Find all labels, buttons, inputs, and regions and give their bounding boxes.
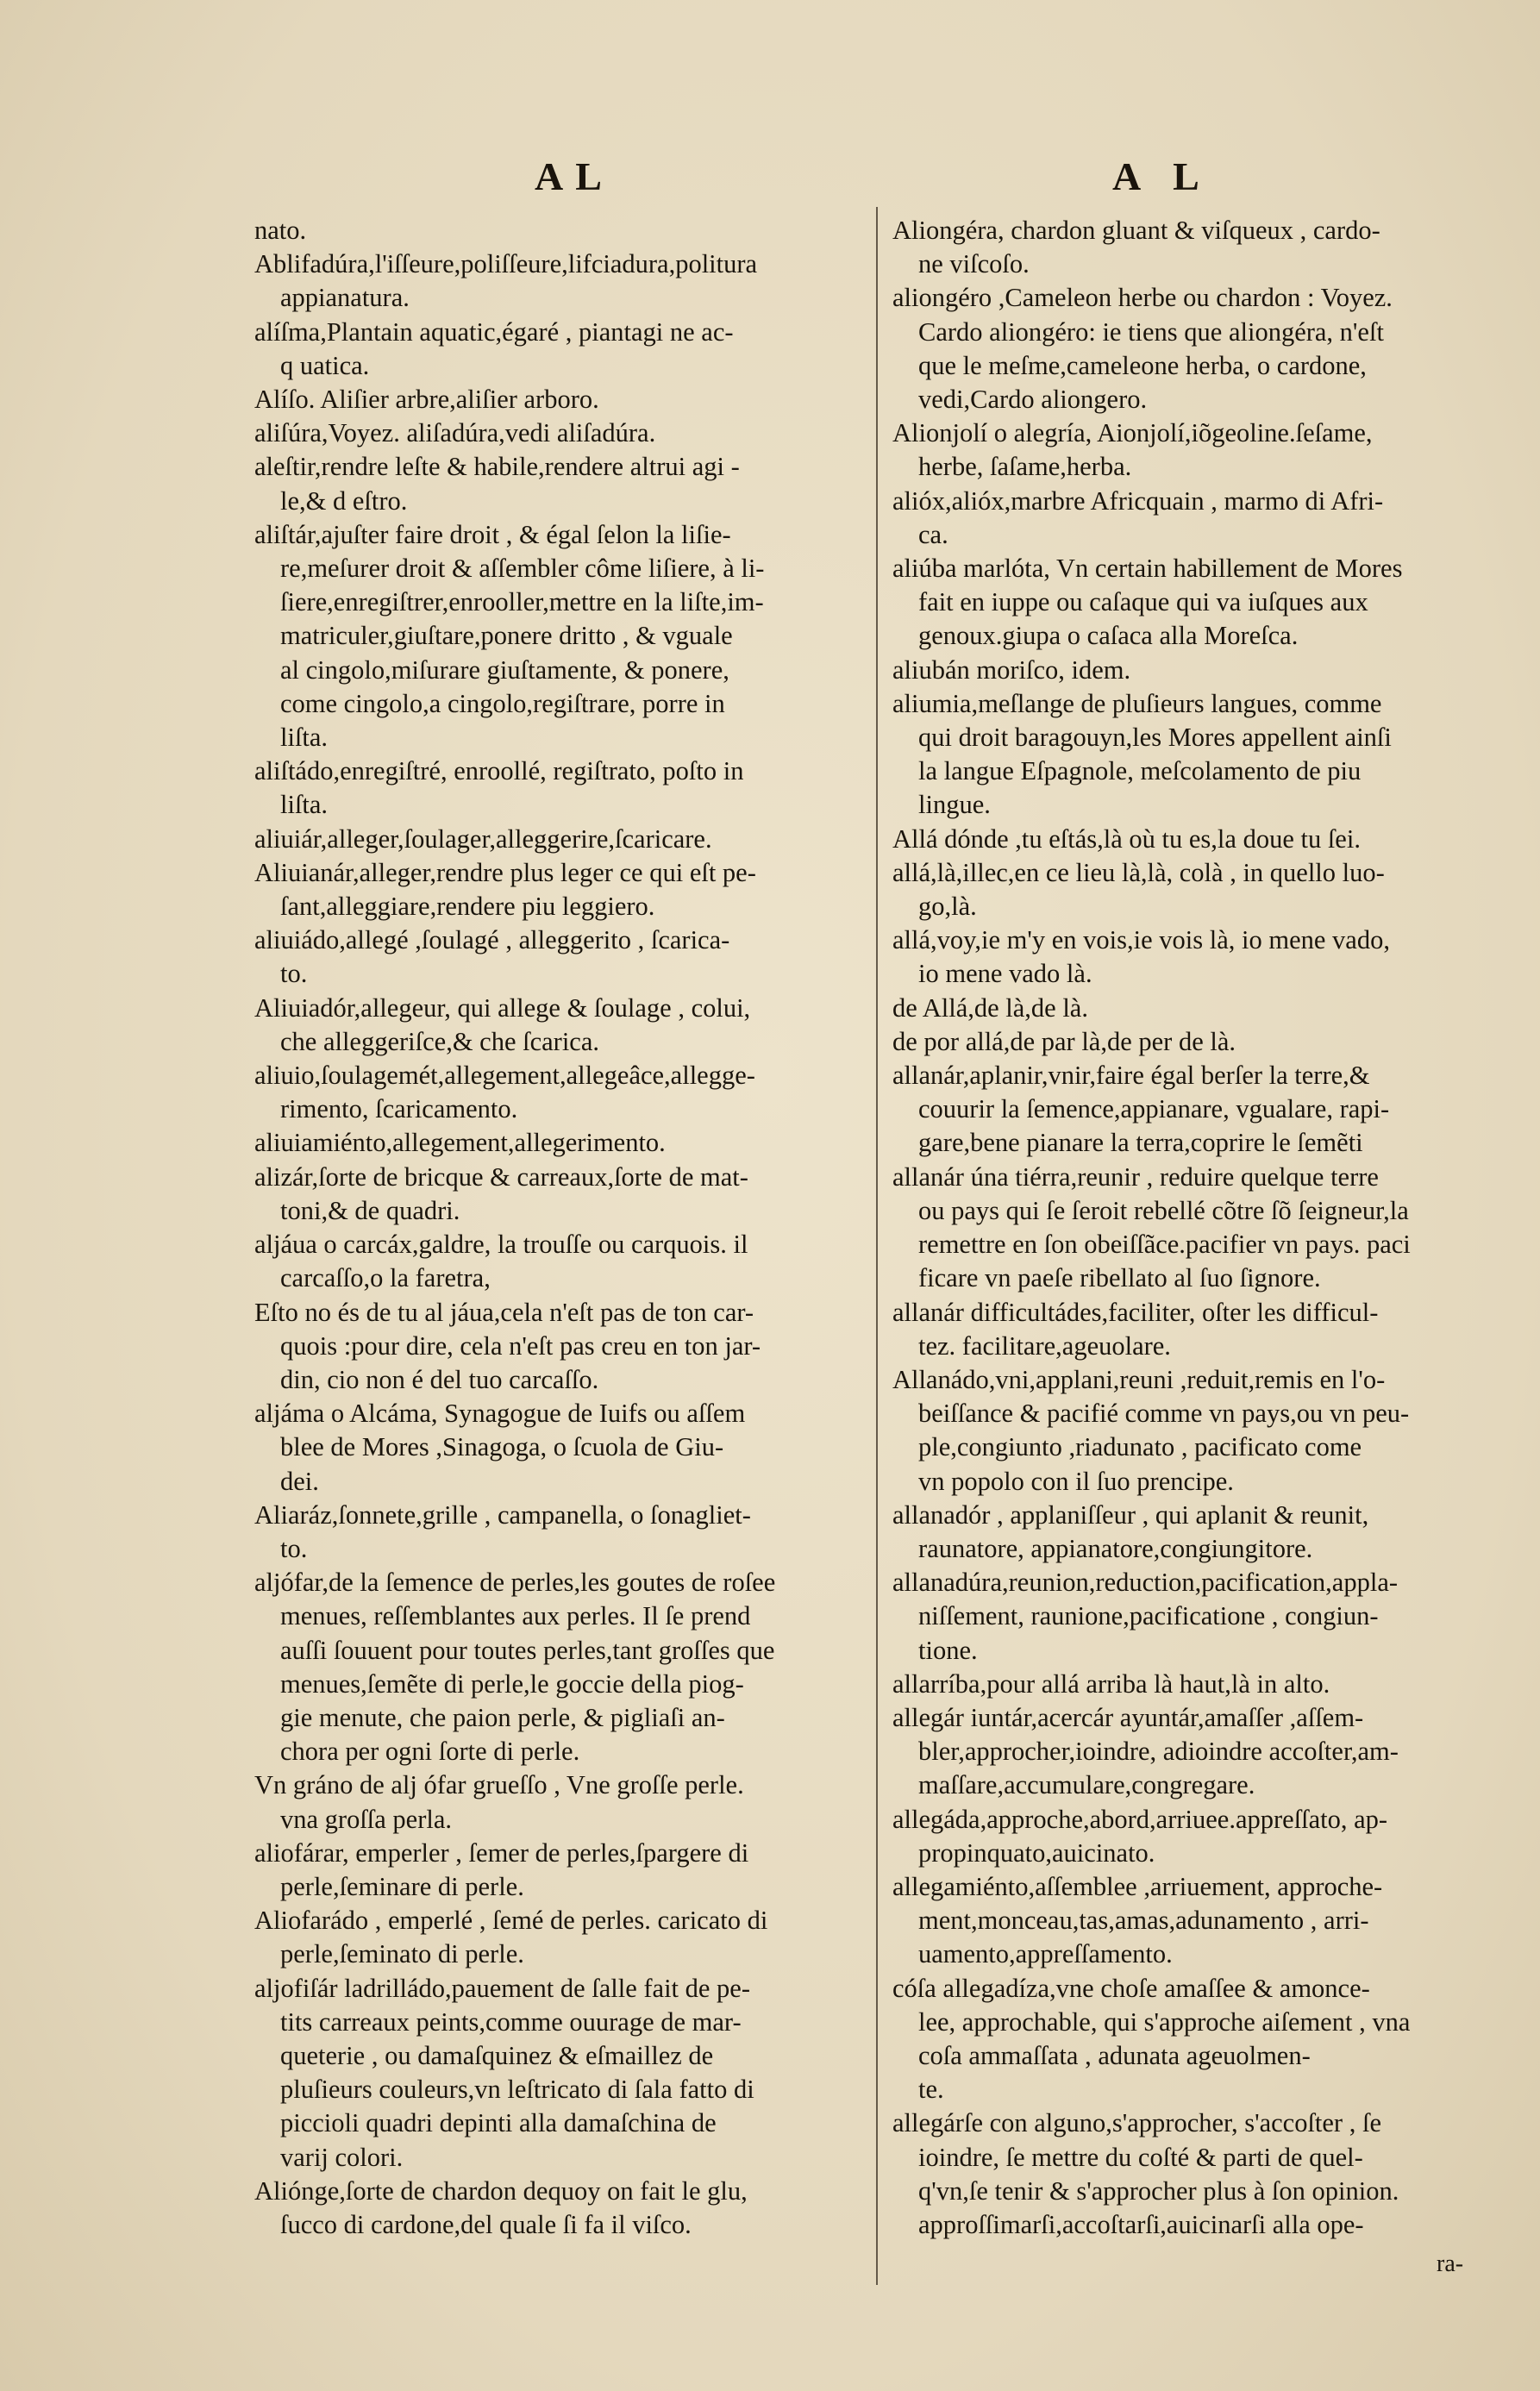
- entry-line: Alionjolí o alegría, Aionjolí,iõgeoline.ſeſame,: [892, 418, 1373, 448]
- entry-line: remettre en ſon obeiſſãce.pacifier vn pays. paci: [918, 1230, 1411, 1260]
- entry-line: matriculer,giuſtare,ponere dritto , & vguale: [280, 621, 733, 651]
- entry-line: uamento,appreſſamento.: [918, 1939, 1173, 1969]
- entry-line: Aliongéra, chardon gluant & viſqueux , cardo-: [892, 216, 1380, 245]
- entry-line: tione.: [918, 1635, 978, 1665]
- entry-line: io mene vado là.: [918, 959, 1092, 989]
- entry-line: aljáma o Alcáma, Synagogue de Iuifs ou aſſem: [254, 1399, 746, 1429]
- right-column: [892, 214, 1518, 2242]
- entry-line: aljofiſár ladrilládo,pauement de ſalle fait de pe-: [254, 1973, 751, 2003]
- dictionary-entry: [892, 1972, 1518, 2107]
- dictionary-entry: [254, 1397, 865, 1499]
- entry-line: le,& d eſtro.: [280, 485, 408, 516]
- entry-line: alíſma,Plantain aquatic,égaré , piantagi ne ac-: [254, 316, 734, 347]
- dictionary-entry: [892, 1296, 1518, 1363]
- entry-line: auſſi ſouuent pour toutes perles,tant groſſes que: [280, 1635, 775, 1665]
- entry-line: dei.: [280, 1466, 319, 1496]
- entry-line: ſucco di cardone,del quale ſi fa il viſco.: [280, 2209, 692, 2239]
- dictionary-entry: [892, 687, 1518, 823]
- entry-line: aliſúra,Voyez. aliſadúra,vedi aliſadúra.: [254, 418, 656, 448]
- entry-line: chora per ogni ſorte di perle.: [280, 1737, 580, 1767]
- entry-line: bler,approcher,ioindre, adioindre accoſter,am-: [918, 1737, 1399, 1767]
- entry-line: aliuiamiénto,allegement,allegerimento.: [254, 1128, 666, 1158]
- dictionary-entry: [254, 1126, 865, 1160]
- dictionary-entry: [254, 518, 865, 754]
- dictionary-entry: [892, 1499, 1518, 1566]
- entry-line: allanadúra,reunion,reduction,pacification,appla-: [892, 1568, 1399, 1598]
- entry-line: piccioli quadri depinti alla damaſchina de: [280, 2108, 717, 2138]
- entry-line: Allá dónde ,tu eſtás,là où tu es,la doue tu ſei.: [892, 823, 1361, 854]
- dictionary-entry: [254, 1837, 865, 1904]
- dictionary-entry: [254, 1499, 865, 1566]
- entry-line: raunatore, appianatore,congiungitore.: [918, 1533, 1313, 1563]
- entry-line: te.: [918, 2075, 944, 2105]
- entry-line: menues, reſſemblantes aux perles. Il ſe prend: [280, 1601, 751, 1631]
- entry-line: re,meſurer droit & aſſembler côme liſiere, à li-: [280, 554, 765, 584]
- entry-line: to.: [280, 1533, 308, 1563]
- dictionary-entry: [892, 654, 1518, 687]
- entry-line: de por allá,de par là,de per de là.: [892, 1026, 1236, 1056]
- entry-line: ficare vn paeſe ribellato al ſuo ſignore.: [918, 1263, 1321, 1293]
- entry-line: aliſtádo,enregiſtré, enroollé, regiſtrato, poſto in: [254, 756, 744, 786]
- entry-line: nato.: [254, 216, 307, 245]
- entry-line: to.: [280, 959, 308, 989]
- entry-line: q'vn,ſe tenir & s'approcher plus à ſon opinion.: [918, 2175, 1399, 2206]
- entry-line: aliumia,meſlange de pluſieurs langues, comme: [892, 688, 1382, 718]
- entry-line: alizár,ſorte de bricque & carreaux,ſorte de mat-: [254, 1161, 748, 1192]
- entry-line: allanadór , applaniſſeur , qui aplanit & reunit,: [892, 1499, 1369, 1530]
- dictionary-entry: [254, 416, 865, 450]
- entry-line: allegamiénto,aſſemblee ,arriuement, approche-: [892, 1871, 1383, 1901]
- entry-line: Vn gráno de alj ófar grueſſo , Vne groſſe perle.: [254, 1770, 744, 1800]
- entry-line: Allanádo,vni,applani,reuni ,reduit,remis en l'o-: [892, 1364, 1386, 1394]
- entry-line: tez. facilitare,ageuolare.: [918, 1330, 1171, 1361]
- entry-line: queterie , ou damaſquinez & eſmaillez de: [280, 2040, 714, 2070]
- entry-line: ca.: [918, 519, 948, 549]
- entry-line: allanár úna tiérra,reunir , reduire quelque terre: [892, 1161, 1379, 1192]
- catchword: ra-: [1437, 2250, 1464, 2277]
- entry-line: maſſare,accumulare,congregare.: [918, 1770, 1255, 1800]
- entry-line: ou pays qui ſe ſeroit rebellé cõtre ſõ ſeigneur,la: [918, 1195, 1409, 1225]
- entry-line: go,là.: [918, 892, 977, 922]
- entry-line: aljáua o carcáx,galdre, la trouſſe ou carquois. il: [254, 1230, 748, 1260]
- dictionary-entry: [892, 1870, 1518, 1972]
- entry-line: menues,ſemẽte di perle,le goccie della piog-: [280, 1668, 744, 1699]
- entry-line: gare,bene pianare la terra,coprire le ſemẽti: [918, 1128, 1363, 1158]
- entry-line: aliofárar, emperler , ſemer de perles,ſpargere di: [254, 1837, 749, 1868]
- entry-line: varij colori.: [280, 2142, 404, 2172]
- entry-line: la langue Eſpagnole, meſcolamento de piu: [918, 756, 1362, 786]
- entry-line: Aliuiadór,allegeur, qui allege & ſoulage , colui,: [254, 992, 751, 1023]
- dictionary-entry: [892, 1025, 1518, 1059]
- entry-line: vn popolo con il ſuo prencipe.: [918, 1466, 1234, 1496]
- dictionary-entry: [254, 1566, 865, 1768]
- dictionary-entry: [254, 1228, 865, 1295]
- dictionary-entry: [254, 1296, 865, 1398]
- entry-line: Cardo aliongéro: ie tiens que aliongéra, n'eſt: [918, 316, 1384, 347]
- entry-line: aljófar,de la ſemence de perles,les goutes de roſee: [254, 1568, 776, 1598]
- entry-line: ſiere,enregiſtrer,enrooller,mettre en la liſte,im-: [280, 587, 764, 617]
- dictionary-entry: [254, 856, 865, 923]
- entry-line: ſant,alleggiare,rendere piu leggiero.: [280, 892, 655, 922]
- dictionary-entry: [254, 214, 865, 247]
- entry-line: aleſtir,rendre leſte & habile,rendere altrui agi -: [254, 452, 740, 482]
- column-divider: [876, 207, 878, 2285]
- dictionary-entry: [254, 1972, 865, 2175]
- entry-line: allanár difficultádes,faciliter, oſter les difficul-: [892, 1297, 1379, 1327]
- entry-line: liſta.: [280, 790, 329, 820]
- entry-line: carcaſſo,o la faretra,: [280, 1263, 491, 1293]
- entry-line: liſta.: [280, 723, 329, 753]
- entry-line: cóſa allegadíza,vne choſe amaſſee & amonce-: [892, 1973, 1370, 2003]
- entry-line: lingue.: [918, 790, 991, 820]
- entry-line: Alíſo. Aliſier arbre,aliſier arboro.: [254, 385, 599, 415]
- entry-line: Ablifadúra,l'iſſeure,poliſſeure,lifciadura,politura: [254, 249, 758, 279]
- dictionary-entry: [892, 1668, 1518, 1701]
- entry-line: niſſement, raunione,pacificatione , congiun-: [918, 1601, 1379, 1631]
- entry-line: genoux.giupa o caſaca alla Moreſca.: [918, 621, 1299, 651]
- entry-line: de Allá,de là,de là.: [892, 992, 1088, 1023]
- dictionary-entry: [254, 1059, 865, 1126]
- entry-line: vedi,Cardo aliongero.: [918, 385, 1148, 415]
- entry-line: aliuiádo,allegé ,ſoulagé , alleggerito , ſcarica-: [254, 925, 730, 955]
- dictionary-entry: [892, 992, 1518, 1025]
- entry-line: ne viſcoſo.: [918, 249, 1030, 279]
- entry-line: Eſto no és de tu al jáua,cela n'eſt pas de ton car-: [254, 1297, 754, 1327]
- entry-line: quois :pour dire, cela n'eſt pas creu en ton jar-: [280, 1330, 761, 1361]
- dictionary-entry: [254, 1904, 865, 1971]
- entry-line: come cingolo,a cingolo,regiſtrare, porre in: [280, 688, 725, 718]
- entry-line: che alleggeriſce,& che ſcarica.: [280, 1026, 599, 1056]
- entry-line: herbe, ſaſame,herba.: [918, 452, 1132, 482]
- entry-line: ment,monceau,tas,amas,adunamento , arri-: [918, 1906, 1369, 1936]
- entry-line: Aliofarádo , emperlé , ſemé de perles. caricato di: [254, 1906, 768, 1936]
- entry-line: Aliuianár,alleger,rendre plus leger ce qui eſt pe-: [254, 857, 756, 887]
- entry-line: din, cio non é del tuo carcaſſo.: [280, 1364, 599, 1394]
- entry-line: couurir la ſemence,appianare, vgualare, rapi-: [918, 1094, 1390, 1124]
- entry-line: lee, approchable, qui s'approche aiſement , vna: [918, 2006, 1411, 2037]
- left-running-head: AL: [535, 154, 614, 198]
- entry-line: allarríba,pour allá arriba là haut,là in alto.: [892, 1668, 1330, 1699]
- entry-line: aliuio,ſoulagemét,allegement,allegeâce,allegge-: [254, 1061, 755, 1091]
- entry-line: allegáda,approche,abord,arriuee.appreſſato, ap-: [892, 1804, 1388, 1834]
- entry-line: blee de Mores ,Sinagoga, o ſcuola de Giu-: [280, 1432, 724, 1462]
- entry-line: ple,congiunto ,riadunato , pacificato come: [918, 1432, 1362, 1462]
- dictionary-entry: [892, 281, 1518, 416]
- dictionary-entry: [892, 923, 1518, 991]
- dictionary-entry: [892, 1701, 1518, 1803]
- entry-line: aliuiár,alleger,ſoulager,alleggerire,ſcaricare.: [254, 823, 712, 854]
- dictionary-entry: [254, 1161, 865, 1228]
- entry-line: aliubán moriſco, idem.: [892, 654, 1131, 685]
- entry-line: fait en iuppe ou caſaque qui va iuſques aux: [918, 587, 1368, 617]
- dictionary-entry: [892, 1566, 1518, 1668]
- dictionary-entry: [892, 823, 1518, 856]
- dictionary-entry: [892, 1363, 1518, 1499]
- dictionary-entry: [254, 823, 865, 856]
- entry-line: gie menute, che paion perle, & pigliaſi an-: [280, 1702, 725, 1732]
- entry-line: vna groſſa perla.: [280, 1804, 453, 1834]
- entry-line: allá,là,illec,en ce lieu là,là, colà , in quello luo-: [892, 857, 1385, 887]
- entry-line: allá,voy,ie m'y en vois,ie vois là, io mene vado,: [892, 925, 1390, 955]
- dictionary-entry: [892, 1803, 1518, 1870]
- entry-line: que le meſme,cameleone herba, o cardone,: [918, 350, 1367, 380]
- dictionary-entry: [892, 856, 1518, 923]
- dictionary-entry: [254, 2175, 865, 2242]
- entry-line: qui droit baragouyn,les Mores appellent ainſi: [918, 723, 1392, 753]
- dictionary-entry: [892, 214, 1518, 281]
- entry-line: aliúba marlóta, Vn certain habillement de Mores: [892, 554, 1403, 584]
- dictionary-entry: [254, 383, 865, 416]
- entry-line: rimento, ſcaricamento.: [280, 1094, 518, 1124]
- dictionary-entry: [254, 923, 865, 991]
- dictionary-entry: [892, 485, 1518, 552]
- entry-line: Aliaráz,ſonnete,grille , campanella, o ſonagliet-: [254, 1499, 751, 1530]
- entry-line: perle,ſeminare di perle.: [280, 1871, 524, 1901]
- dictionary-entry: [892, 416, 1518, 484]
- entry-line: perle,ſeminato di perle.: [280, 1939, 524, 1969]
- entry-line: tits carreaux peints,comme ouurage de mar-: [280, 2006, 742, 2037]
- entry-line: coſa ammaſſata , adunata ageuolmen-: [918, 2040, 1311, 2070]
- dictionary-entry: [892, 1161, 1518, 1296]
- entry-line: ioindre, ſe mettre du coſté & parti de quel-: [918, 2142, 1363, 2172]
- dictionary-entry: [254, 1768, 865, 1836]
- dictionary-entry: [254, 247, 865, 315]
- dictionary-entry: [254, 754, 865, 822]
- entry-line: toni,& de quadri.: [280, 1195, 460, 1225]
- dictionary-entry: [254, 316, 865, 383]
- entry-line: approſſimarſi,accoſtarſi,auicinarſi alla ope-: [918, 2209, 1364, 2239]
- dictionary-entry: [892, 2106, 1518, 2242]
- right-running-head: A L: [1112, 154, 1211, 198]
- entry-line: allegár iuntár,acercár ayuntár,amaſſer ,aſſem-: [892, 1702, 1364, 1732]
- entry-line: pluſieurs couleurs,vn leſtricato di ſala fatto di: [280, 2075, 754, 2105]
- dictionary-entry: [254, 450, 865, 517]
- entry-line: Aliónge,ſorte de chardon dequoy on fait le glu,: [254, 2175, 748, 2206]
- entry-line: allanár,aplanir,vnir,faire égal berſer la terre,&: [892, 1061, 1370, 1091]
- dictionary-entry: [254, 992, 865, 1059]
- dictionary-entry: [892, 1059, 1518, 1161]
- entry-line: q uatica.: [280, 350, 370, 380]
- entry-line: propinquato,auicinato.: [918, 1837, 1155, 1868]
- entry-line: al cingolo,miſurare giuſtamente, & ponere,: [280, 654, 729, 685]
- entry-line: aliongéro ,Cameleon herbe ou chardon : Voyez.: [892, 283, 1393, 313]
- entry-line: appianatura.: [280, 283, 410, 313]
- entry-line: beiſſance & pacifié comme vn pays,ou vn peu-: [918, 1399, 1410, 1429]
- entry-line: allegárſe con alguno,s'approcher, s'accoſter , ſe: [892, 2108, 1381, 2138]
- dictionary-entry: [892, 552, 1518, 654]
- entry-line: alióx,alióx,marbre Africquain , marmo di Afri-: [892, 485, 1384, 516]
- entry-line: aliſtár,ajuſter faire droit , & égal ſelon la liſie-: [254, 519, 731, 549]
- left-column: [254, 214, 865, 2242]
